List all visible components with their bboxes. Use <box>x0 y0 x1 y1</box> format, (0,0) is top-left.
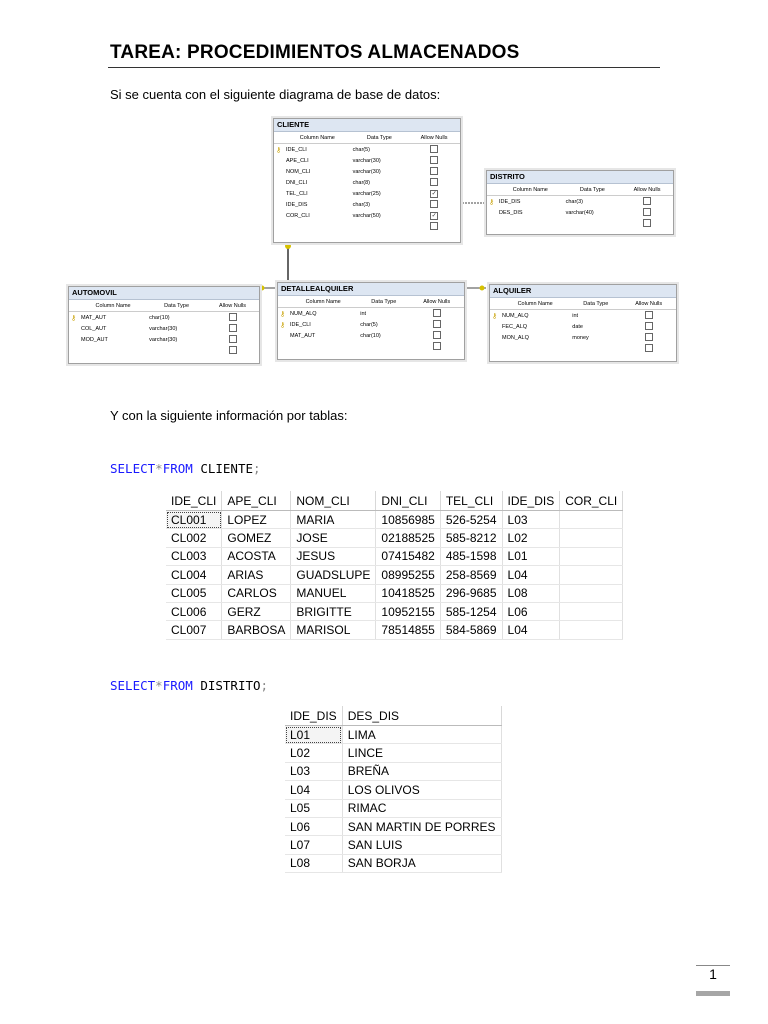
grid-cell[interactable]: GERZ <box>222 602 291 620</box>
column-name: MOD_AUT <box>81 336 108 343</box>
primary-key-icon: ⚷ <box>492 312 498 320</box>
col-header-nulls: Allow Nulls <box>408 132 460 144</box>
sql-query-cliente <box>110 461 261 476</box>
alquiler-entity[interactable] <box>489 284 677 362</box>
alquiler-entity-title: ALQUILER <box>490 285 676 298</box>
grid-cell[interactable]: L08 <box>502 584 560 602</box>
entity-column-row[interactable] <box>490 310 676 322</box>
col-header-name: Column Name <box>497 184 564 196</box>
grid-cell[interactable]: 02188525 <box>376 529 440 547</box>
grid-cell[interactable]: LOS OLIVOS <box>342 781 501 799</box>
grid-cell[interactable]: L04 <box>502 566 560 584</box>
detallealquiler-entity[interactable] <box>277 282 465 360</box>
column-type: char(5) <box>352 146 371 153</box>
title-underline <box>108 67 660 68</box>
column-type: money <box>572 334 589 341</box>
grid-cell[interactable]: L02 <box>285 744 342 762</box>
entity-new-row[interactable] <box>274 221 460 232</box>
column-name: IDE_DIS <box>499 198 521 205</box>
allow-nulls-checkbox[interactable] <box>229 335 237 343</box>
column-type: varchar(30) <box>352 168 381 175</box>
allow-nulls-checkbox[interactable]: ✓ <box>431 212 437 219</box>
sql-keyword-from: FROM <box>162 461 193 476</box>
entity-column-row[interactable] <box>274 188 460 199</box>
column-type: int <box>360 310 367 317</box>
grid-cell[interactable] <box>560 547 623 565</box>
allow-nulls-checkbox[interactable] <box>643 208 651 216</box>
column-type: char(3) <box>565 198 584 205</box>
sql-query-distrito <box>110 678 268 693</box>
grid-cell[interactable]: L07 <box>285 836 342 854</box>
grid-cell[interactable]: 78514855 <box>376 621 440 639</box>
allow-nulls-checkbox[interactable] <box>643 219 651 227</box>
grid-cell[interactable]: 584-5869 <box>440 621 502 639</box>
entity-column-row[interactable] <box>487 207 673 218</box>
column-name: TEL_CLI <box>286 190 308 197</box>
allow-nulls-checkbox[interactable] <box>229 346 237 354</box>
entity-column-row[interactable] <box>69 312 259 324</box>
allow-nulls-checkbox[interactable] <box>430 145 438 153</box>
grid-cell[interactable]: L03 <box>502 511 560 529</box>
cliente-results-grid[interactable] <box>166 491 623 640</box>
grid-cell[interactable]: JOSE <box>291 529 376 547</box>
grid-cell[interactable]: 296-9685 <box>440 584 502 602</box>
grid-cell[interactable]: CARLOS <box>222 584 291 602</box>
grid-cell[interactable]: GOMEZ <box>222 529 291 547</box>
grid-cell[interactable] <box>560 584 623 602</box>
allow-nulls-checkbox[interactable] <box>433 342 441 350</box>
grid-cell[interactable]: 258-8569 <box>440 566 502 584</box>
automovil-entity-title: AUTOMOVIL <box>69 287 259 300</box>
allow-nulls-checkbox[interactable] <box>430 222 438 230</box>
column-type: char(5) <box>360 321 378 328</box>
intro-paragraph: Si se cuenta con el siguiente diagrama de base de datos: <box>110 87 441 102</box>
grid-cell[interactable]: JESUS <box>291 547 376 565</box>
grid-column-header[interactable]: APE_CLI <box>222 491 291 511</box>
table-row[interactable] <box>285 744 501 762</box>
sql-table-name: DISTRITO <box>192 678 261 693</box>
grid-cell[interactable]: 585-8212 <box>440 529 502 547</box>
cliente-entity-title: CLIENTE <box>274 119 460 132</box>
col-header-type: Data Type <box>358 296 409 308</box>
col-header-type: Data Type <box>351 132 409 144</box>
grid-column-header[interactable]: IDE_CLI <box>166 491 222 511</box>
grid-cell[interactable]: 10856985 <box>376 511 440 529</box>
table-row[interactable] <box>285 726 501 744</box>
column-name: DNI_CLI <box>286 179 308 186</box>
column-name: MAT_AUT <box>290 332 316 339</box>
entity-column-row[interactable] <box>69 334 259 345</box>
grid-cell[interactable]: LIMA <box>342 726 501 744</box>
grid-column-header[interactable]: DES_DIS <box>342 706 501 726</box>
entity-column-row[interactable] <box>274 144 460 156</box>
grid-cell[interactable]: CL006 <box>166 602 222 620</box>
entity-column-row[interactable] <box>274 199 460 210</box>
sql-keyword-select: SELECT <box>110 678 156 693</box>
grid-cell[interactable]: BARBOSA <box>222 621 291 639</box>
entity-column-row[interactable] <box>487 196 673 208</box>
entity-new-row[interactable] <box>490 343 676 354</box>
primary-key-icon: ⚷ <box>489 198 495 206</box>
grid-column-header[interactable]: IDE_DIS <box>502 491 560 511</box>
grid-column-header[interactable]: IDE_DIS <box>285 706 342 726</box>
entity-new-row[interactable] <box>69 345 259 356</box>
table-row[interactable] <box>285 781 501 799</box>
column-name: IDE_DIS <box>286 201 308 208</box>
column-name: APE_CLI <box>286 157 309 164</box>
table-row[interactable] <box>285 762 501 780</box>
primary-key-icon: ⚷ <box>71 314 77 322</box>
entity-column-row[interactable] <box>278 330 464 341</box>
allow-nulls-checkbox[interactable] <box>645 344 653 352</box>
table-row[interactable] <box>285 836 501 854</box>
allow-nulls-checkbox[interactable]: ✓ <box>431 190 437 197</box>
allow-nulls-checkbox[interactable] <box>645 322 653 330</box>
grid-cell[interactable]: BREÑA <box>342 762 501 780</box>
distrito-entity[interactable] <box>486 170 674 235</box>
sql-table-name: CLIENTE <box>192 461 254 476</box>
allow-nulls-checkbox[interactable] <box>645 333 653 341</box>
column-name: COR_CLI <box>286 212 310 219</box>
grid-cell[interactable]: ARIAS <box>222 566 291 584</box>
grid-cell[interactable]: SAN BORJA <box>342 854 501 872</box>
table-row[interactable] <box>166 621 623 639</box>
column-name: NUM_ALQ <box>290 310 317 317</box>
grid-cell[interactable]: CL007 <box>166 621 222 639</box>
sql-semicolon: ; <box>253 461 261 476</box>
allow-nulls-checkbox[interactable] <box>433 309 441 317</box>
entity-new-row[interactable] <box>278 341 464 352</box>
entity-new-row[interactable] <box>487 218 673 229</box>
grid-cell[interactable]: L02 <box>502 529 560 547</box>
grid-cell[interactable]: L06 <box>502 602 560 620</box>
col-header-nulls: Allow Nulls <box>206 300 259 312</box>
table-row[interactable] <box>166 547 623 565</box>
column-name: IDE_CLI <box>290 321 311 328</box>
col-header-name: Column Name <box>284 132 351 144</box>
grid-cell[interactable]: CL003 <box>166 547 222 565</box>
grid-cell[interactable]: L08 <box>285 854 342 872</box>
sql-keyword-from: FROM <box>162 678 193 693</box>
grid-cell[interactable] <box>560 529 623 547</box>
entity-column-row[interactable] <box>274 155 460 166</box>
grid-cell[interactable]: 10418525 <box>376 584 440 602</box>
grid-column-header[interactable]: DNI_CLI <box>376 491 440 511</box>
grid-cell[interactable]: L04 <box>285 781 342 799</box>
col-header-name: Column Name <box>288 296 358 308</box>
allow-nulls-checkbox[interactable] <box>430 156 438 164</box>
grid-cell[interactable]: LINCE <box>342 744 501 762</box>
column-name: DES_DIS <box>499 209 523 216</box>
sql-star: * <box>155 678 163 693</box>
col-header-nulls: Allow Nulls <box>621 184 673 196</box>
grid-column-header[interactable]: COR_CLI <box>560 491 623 511</box>
table-row[interactable] <box>166 566 623 584</box>
grid-cell[interactable]: 585-1254 <box>440 602 502 620</box>
col-header-type: Data Type <box>564 184 622 196</box>
grid-cell[interactable]: L05 <box>285 799 342 817</box>
distrito-results-grid[interactable] <box>285 706 502 873</box>
sql-star: * <box>155 461 163 476</box>
page-number-bar <box>696 991 730 996</box>
grid-cell[interactable]: BRIGITTE <box>291 602 376 620</box>
grid-cell[interactable]: 10952155 <box>376 602 440 620</box>
column-type: varchar(25) <box>352 190 381 197</box>
sql-semicolon: ; <box>260 678 269 693</box>
entity-column-row[interactable] <box>274 177 460 188</box>
grid-cell[interactable]: CL002 <box>166 529 222 547</box>
column-name: COL_AUT <box>81 325 107 332</box>
column-type: char(3) <box>352 201 371 208</box>
grid-cell[interactable]: 08995255 <box>376 566 440 584</box>
primary-key-icon: ⚷ <box>280 321 286 329</box>
column-type: date <box>572 323 583 330</box>
allow-nulls-checkbox[interactable] <box>433 320 441 328</box>
grid-cell[interactable]: SAN LUIS <box>342 836 501 854</box>
cliente-entity[interactable] <box>273 118 461 243</box>
column-type: varchar(40) <box>565 209 594 216</box>
column-type: char(10) <box>360 332 381 339</box>
grid-cell[interactable]: CL001 <box>166 511 222 529</box>
allow-nulls-checkbox[interactable] <box>433 331 441 339</box>
grid-cell[interactable]: ACOSTA <box>222 547 291 565</box>
allow-nulls-checkbox[interactable] <box>643 197 651 205</box>
grid-cell[interactable]: GUADSLUPE <box>291 566 376 584</box>
col-header-type: Data Type <box>570 298 621 310</box>
col-header-name: Column Name <box>79 300 147 312</box>
grid-cell[interactable]: 485-1598 <box>440 547 502 565</box>
grid-cell[interactable]: MARIA <box>291 511 376 529</box>
grid-cell[interactable]: 07415482 <box>376 547 440 565</box>
column-name: FEC_ALQ <box>502 323 528 330</box>
allow-nulls-checkbox[interactable] <box>229 324 237 332</box>
table-row[interactable] <box>166 602 623 620</box>
table-row[interactable] <box>166 511 623 529</box>
grid-cell[interactable]: 526-5254 <box>440 511 502 529</box>
table-row[interactable] <box>166 584 623 602</box>
grid-cell[interactable]: SAN MARTIN DE PORRES <box>342 817 501 835</box>
column-type: varchar(30) <box>149 336 178 343</box>
entity-column-row[interactable] <box>490 321 676 332</box>
grid-cell[interactable]: L03 <box>285 762 342 780</box>
column-type: varchar(30) <box>352 157 381 164</box>
detallealquiler-entity-title: DETALLEALQUILER <box>278 283 464 296</box>
grid-cell[interactable]: L01 <box>285 726 342 744</box>
grid-cell[interactable]: MARISOL <box>291 621 376 639</box>
grid-cell[interactable] <box>560 566 623 584</box>
entity-column-row[interactable] <box>278 308 464 320</box>
column-name: IDE_CLI <box>286 146 307 153</box>
table-row[interactable] <box>285 799 501 817</box>
grid-cell[interactable] <box>560 511 623 529</box>
column-type: char(10) <box>149 314 170 321</box>
grid-cell[interactable]: RIMAC <box>342 799 501 817</box>
col-header-name: Column Name <box>500 298 570 310</box>
grid-cell[interactable]: CL005 <box>166 584 222 602</box>
allow-nulls-checkbox[interactable] <box>430 200 438 208</box>
table-row[interactable] <box>166 529 623 547</box>
column-type: varchar(50) <box>352 212 381 219</box>
entity-column-row[interactable] <box>274 210 460 221</box>
allow-nulls-checkbox[interactable] <box>430 167 438 175</box>
grid-column-header[interactable]: TEL_CLI <box>440 491 502 511</box>
column-name: NOM_CLI <box>286 168 311 175</box>
column-type: int <box>572 312 579 319</box>
entity-column-row[interactable] <box>274 166 460 177</box>
grid-cell[interactable]: CL004 <box>166 566 222 584</box>
primary-key-icon: ⚷ <box>276 146 282 154</box>
distrito-entity-title: DISTRITO <box>487 171 673 184</box>
primary-key-icon: ⚷ <box>280 310 286 318</box>
column-name: MON_ALQ <box>502 334 529 341</box>
grid-cell[interactable]: LOPEZ <box>222 511 291 529</box>
grid-cell[interactable] <box>560 602 623 620</box>
col-header-type: Data Type <box>147 300 206 312</box>
column-type: varchar(30) <box>149 325 178 332</box>
table-row[interactable] <box>285 854 501 872</box>
entity-column-row[interactable] <box>278 319 464 330</box>
allow-nulls-checkbox[interactable] <box>229 313 237 321</box>
tables-intro-paragraph: Y con la siguiente información por tablas: <box>110 408 348 423</box>
grid-column-header[interactable]: NOM_CLI <box>291 491 376 511</box>
col-header-nulls: Allow Nulls <box>621 298 676 310</box>
database-diagram <box>66 110 678 366</box>
col-header-nulls: Allow Nulls <box>409 296 464 308</box>
table-row[interactable] <box>285 817 501 835</box>
column-name: NUM_ALQ <box>502 312 529 319</box>
sql-keyword-select: SELECT <box>110 461 156 476</box>
grid-cell[interactable] <box>560 621 623 639</box>
grid-cell[interactable]: L04 <box>502 621 560 639</box>
grid-cell[interactable]: L06 <box>285 817 342 835</box>
column-type: char(8) <box>352 179 371 186</box>
page-number: 1 <box>696 965 730 992</box>
entity-column-row[interactable] <box>490 332 676 343</box>
page-title: TAREA: PROCEDIMIENTOS ALMACENADOS <box>110 42 520 63</box>
grid-cell[interactable]: MANUEL <box>291 584 376 602</box>
entity-column-row[interactable] <box>69 323 259 334</box>
allow-nulls-checkbox[interactable] <box>430 178 438 186</box>
column-name: MAT_AUT <box>81 314 107 321</box>
allow-nulls-checkbox[interactable] <box>645 311 653 319</box>
grid-cell[interactable]: L01 <box>502 547 560 565</box>
automovil-entity[interactable] <box>68 286 260 364</box>
